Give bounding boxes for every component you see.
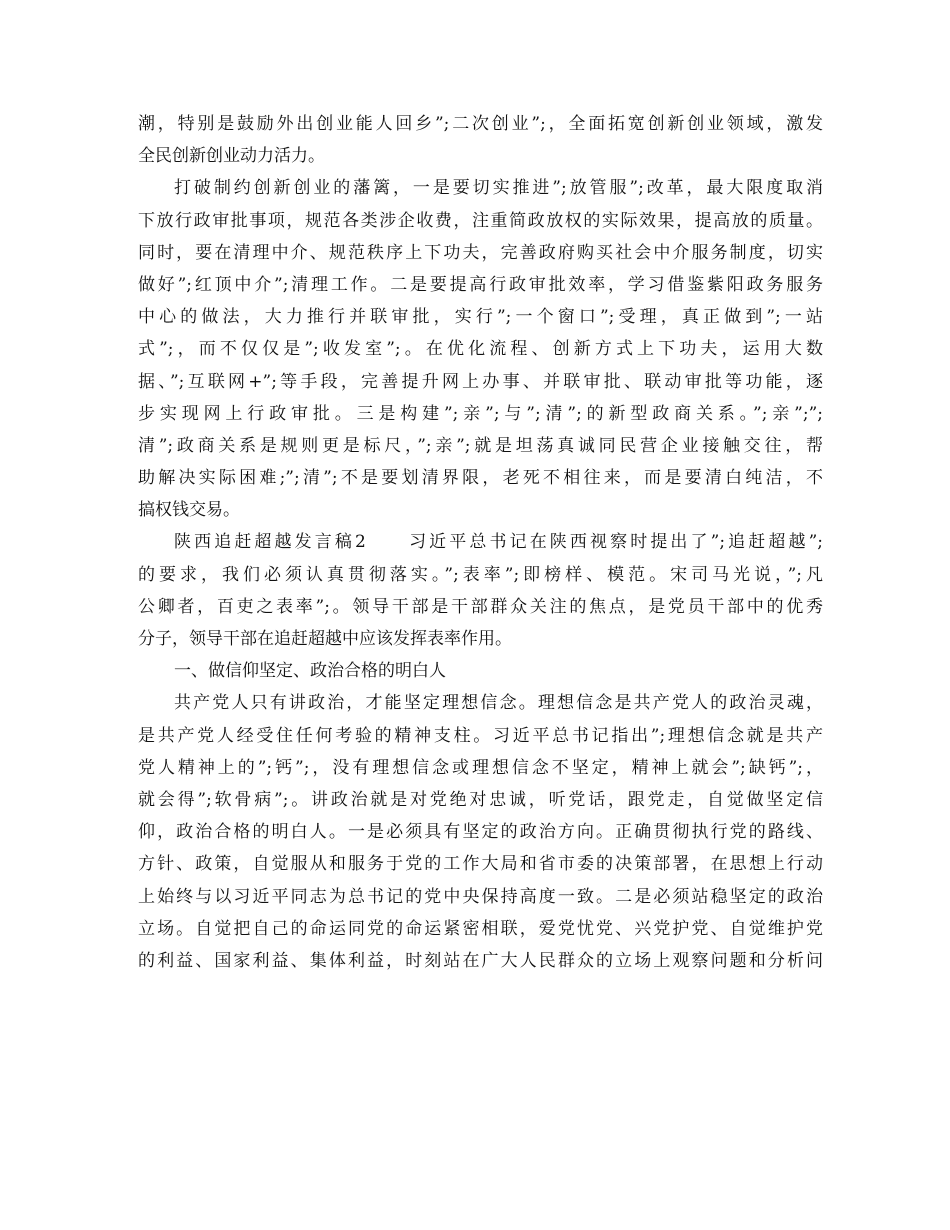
text-line: 据、”;互联网+”;等手段，完善提升网上办事、并联审批、联动审批等功能，逐	[138, 371, 823, 392]
text-line: 的要求，我们必须认真贯彻落实。”;表率”;即榜样、模范。宋司马光说，”;凡	[138, 564, 823, 585]
text-line: 潮，特别是鼓励外出创业能人回乡”;二次创业”;，全面拓宽创新创业领域，激发	[138, 114, 823, 134]
text-line: 助解决实际困难;”;清”;不是要划清界限，老死不相往来，而是要清白纯洁，不	[138, 468, 823, 489]
text-line: 仰，政治合格的明白人。一是必须具有坚定的政治方向。正确贯彻执行党的路线、	[138, 822, 823, 843]
text-line: 方针、政策，自觉服从和服务于党的工作大局和省市委的决策部署，在思想上行动	[138, 854, 823, 875]
text-line: 共产党人只有讲政治，才能坚定理想信念。理想信念是共产党人的政治灵魂，	[174, 693, 823, 714]
text-line: 中心的做法，大力推行并联审批，实行”;一个窗口”;受理，真正做到”;一站	[138, 307, 823, 328]
text-line: 陕西追赶超越发言稿2 习近平总书记在陕西视察时提出了”;追赶超越”;	[174, 532, 823, 553]
text-line: 立场。自觉把自己的命运同党的命运紧密相联，爱党忧党、兴党护党、自觉维护党	[138, 918, 823, 939]
text-line: 搞权钱交易。	[138, 500, 240, 521]
text-line: 上始终与以习近平同志为总书记的党中央保持高度一致。二是必须站稳坚定的政治	[138, 886, 823, 907]
text-line: 公卿者，百吏之表率”;。领导干部是干部群众关注的焦点，是党员干部中的优秀	[138, 596, 823, 617]
text-line: 就会得”;软骨病”;。讲政治就是对党绝对忠诚，听党话，跟党走，自觉做坚定信	[138, 789, 823, 810]
text-line: 分子，领导干部在追赶超越中应该发挥表率作用。	[138, 629, 512, 649]
text-line: 步实现网上行政审批。三是构建”;亲”;与”;清”;的新型政商关系。”;亲”;”;	[138, 403, 823, 424]
text-line: 做好”;红顶中介”;清理工作。二是要提高行政审批效率，学习借鉴紫阳政务服务	[138, 274, 823, 295]
text-line: 下放行政审批事项，规范各类涉企收费，注重简政放权的实际效果，提高放的质量。	[138, 210, 823, 231]
document-page	[138, 108, 823, 977]
text-line: 全民创新创业动力活力。	[138, 146, 325, 167]
text-line: 的利益、国家利益、集体利益，时刻站在广大人民群众的立场上观察问题和分析问	[138, 950, 823, 971]
text-line: 打破制约创新创业的藩篱，一是要切实推进”;放管服”;改革，最大限度取消	[174, 178, 823, 199]
text-line: 式”;，而不仅仅是”;收发室”;。在优化流程、创新方式上下功夫，运用大数	[138, 339, 823, 360]
text-line: 党人精神上的”;钙”;，没有理想信念或理想信念不坚定，精神上就会”;缺钙”;，	[138, 757, 823, 778]
text-line: 是共产党人经受住任何考验的精神支柱。习近平总书记指出”;理想信念就是共产	[138, 725, 823, 746]
text-line: 同时，要在清理中介、规范秩序上下功夫，完善政府购买社会中介服务制度，切实	[138, 242, 823, 263]
text-line: 清”;政商关系是规则更是标尺，”;亲”;就是坦荡真诚同民营企业接触交往，帮	[138, 435, 823, 456]
text-line: 一、做信仰坚定、政治合格的明白人	[174, 661, 446, 682]
